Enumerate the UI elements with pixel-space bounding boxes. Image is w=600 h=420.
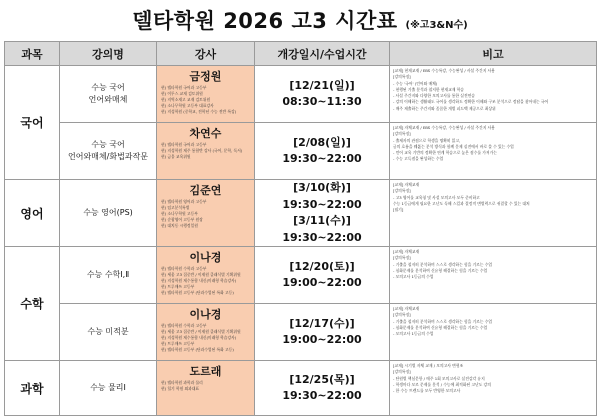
teacher-bio-line: 현) 델타학원 국어과 고등부: [161, 142, 207, 147]
note-lines: [393, 363, 593, 394]
class-time: [12/21(일)] 08:30~11:30: [255, 66, 390, 123]
course-name: 수능 미적분: [60, 304, 157, 361]
note-line: - 사설 주간지와 다양한 모의고사를 통한 실전연습: [393, 93, 475, 98]
note-line: [필기]: [393, 207, 404, 212]
teacher-bio-line: 현) 델타학원 국어과 고등부: [161, 85, 207, 90]
header-time: 개강일시/수업시간: [255, 42, 390, 66]
note-lines: [393, 182, 593, 213]
table-row: [5, 304, 597, 361]
note-line: - 현행된 기출 분석과 철저한 현재교재 학습: [393, 86, 464, 92]
table-row: [5, 123, 597, 180]
note-cell: [390, 180, 597, 247]
note-line: [강의특징]: [393, 74, 411, 80]
header-course: 강의명: [60, 42, 157, 66]
teacher-bio-line: 현) 델타학원 고등부 (단과수업된 특화 고등): [161, 347, 234, 353]
course-name: 수능 영어(PS): [60, 180, 157, 247]
subject-english: 영어: [5, 180, 60, 247]
note-line: [강의특징]: [393, 369, 411, 375]
teacher-name: 금정원: [189, 70, 222, 83]
subject-science: 과학: [5, 361, 60, 416]
note-line: - 단원별 핵심문항 / 매주 1회 모의고사로 실전감각 유지: [393, 375, 485, 381]
note-line: 글의 흐름을 꿰뚫는 분석 방식과 함께 문제 실전에서 바로 쓸 수 있는 수업: [393, 143, 514, 149]
note-lines: [393, 306, 593, 337]
class-time: [12/25(목)] 19:30~22:00: [255, 361, 390, 416]
teacher-bio-line: 현) 세움 고3 집중반 / 이제원 클래식별 기획위원: [161, 272, 241, 278]
class-time: [12/17(수)] 19:00~22:00: [255, 304, 390, 361]
teacher-cell: [157, 247, 255, 304]
note-line: 수능 1등급에게 필요한 고난도 독해 스킬과 결정적 변별력으로 귀결할 수 있는 대처: [393, 200, 530, 206]
course-name: 수능 물리Ⅰ: [60, 361, 157, 416]
teacher-cell: [157, 123, 255, 180]
note-cell: [390, 361, 597, 416]
note-line: - 강의 이해하는 생활태도 국어를 생각하도 정확한 이해와 구조 분석으로 정답을 찾아내는 국어: [393, 99, 549, 105]
title-bar: [0, 0, 600, 40]
teacher-bio: [161, 380, 250, 392]
subject-math: 수학: [5, 247, 60, 361]
teacher-bio-line: 현) 지역소재고 교재 검토위원: [161, 97, 211, 103]
course-name: 수능 국어 언어와매체: [60, 66, 157, 123]
note-line: - 언어 교육 기반의 정확한 연계 학습으로 높은 점수를 가져가는: [393, 150, 497, 155]
note-line: - 모의고사 1등급의 수업: [393, 331, 434, 336]
note-line: [교재] 자체교재: [393, 182, 420, 187]
teacher-cell: [157, 304, 255, 361]
note-line: [교재] 시기별 자체 교재 / 모의고사 변형조: [393, 363, 464, 368]
page-title: 델타학원 2026 고3 시간표: [132, 9, 398, 33]
teacher-bio-line: 현) 지성학원 제수통합 내신(미래형 학습강사): [161, 278, 237, 284]
note-line: - 심화문제를 분석하여 신유형 해결하는 힘을 기르는 수업: [393, 324, 488, 330]
teacher-bio-line: 현) 세움 고3 집중반 / 이제원 클래식별 기획위원: [161, 329, 241, 335]
teacher-bio-line: 현) 소나무학원 고등부: [161, 211, 198, 217]
note-lines: [393, 249, 593, 280]
teacher-bio-line: 현) 힐기 학원 외과대표: [161, 386, 200, 392]
teacher-name: 이나경: [189, 308, 222, 321]
note-line: - 모의고사 1등급의 수업: [393, 274, 434, 279]
teacher-bio-line: 현) 델타학원 영어과 고등부: [161, 199, 207, 204]
note-line: - 학생마다 모르 문제를 분석 / 수능에 최적화된 고난도 강의: [393, 381, 491, 387]
teacher-name: 차연수: [189, 127, 222, 140]
course-name: 수능 국어 언어와매체/화법과작문: [60, 123, 157, 180]
teacher-name: 이나경: [189, 251, 222, 264]
teacher-bio: [161, 85, 250, 115]
note-cell: [390, 247, 597, 304]
note-cell: [390, 304, 597, 361]
teacher-bio: [161, 323, 250, 353]
teacher-cell: [157, 361, 255, 416]
class-time: [12/20(토)] 19:00~22:00: [255, 247, 390, 304]
note-line: [교재] 자체교재: [393, 306, 420, 311]
schedule-table: [4, 41, 597, 416]
note-line: - 수능 '국어' (언어와 매체): [393, 80, 438, 86]
class-time: [3/10(화)] 19:30~22:00 [3/11(수)] 19:30~22:00: [255, 180, 390, 247]
note-line: [강의특징]: [393, 312, 411, 318]
teacher-bio: [161, 199, 250, 229]
note-line: - 수능 고득점을 완성하는 수업: [393, 156, 444, 162]
teacher-bio-line: 현) 델타학원 수학과 고등부: [161, 266, 207, 271]
header-teacher: 강사: [157, 42, 255, 66]
note-line: - 기출을 철저히 분석하며 스스로 생각하는 힘을 기르는 수업: [393, 318, 493, 324]
teacher-bio-line: 현) 지성학원 제수통합 내신(미래형 학습강사): [161, 335, 237, 341]
teacher-bio-line: 현) 소나무학원 고등부 대표강사: [161, 103, 214, 109]
teacher-bio-line: 현) 트루매쓰 고등부: [161, 284, 195, 290]
teacher-bio-line: 현) 델타학원 수학과 고등부: [161, 323, 207, 328]
subject-korean: 국어: [5, 66, 60, 180]
note-line: [강의특징]: [393, 188, 411, 194]
table-row: [5, 180, 597, 247]
note-line: - 심화문제를 분석하여 신유형 해결하는 힘을 기르는 수업: [393, 267, 488, 273]
teacher-bio-line: 현) 이투스 교재 검토위원: [161, 91, 203, 97]
page-subtitle: (※고3&N수): [405, 19, 468, 31]
header-subject: 과목: [5, 42, 60, 66]
note-line: - 기출을 철저히 분석하며 스스로 생각하는 힘을 기르는 수업: [393, 261, 493, 267]
teacher-cell: [157, 66, 255, 123]
table-row: [5, 247, 597, 304]
note-line: - 매주 제출하는 주간지와 꼼꼼한 개별 피드백 제공으로 최상위: [393, 105, 496, 111]
teacher-bio-line: 현) 순광영어 고등부 원장: [161, 217, 203, 223]
note-line: - 출제자의 관점으로 학생을 명확히 읽고,: [393, 137, 461, 143]
note-line: - 고3 영어를 교육청 및 사설 모의고사 모두 준비하고: [393, 194, 480, 200]
table-row: [5, 66, 597, 123]
note-line: [강의특징]: [393, 255, 411, 261]
header-row: [5, 42, 597, 66]
table-row: [5, 361, 597, 416]
header-note: 비고: [390, 42, 597, 66]
note-cell: [390, 66, 597, 123]
teacher-name: 김준연: [189, 184, 222, 197]
teacher-bio-line: 현) 델타학원 과학과 물리: [161, 380, 203, 385]
teacher-bio-line: 현) 금융 교육위원: [161, 154, 191, 160]
teacher-cell: [157, 180, 255, 247]
note-line: [교재] 자체교재: [393, 249, 420, 254]
teacher-bio: [161, 266, 250, 296]
note-lines: [393, 68, 593, 112]
teacher-bio-line: 현) 지성학원 (중학교, 전학년 수능 전반 특강): [161, 109, 237, 115]
note-cell: [390, 123, 597, 180]
note-line: [강의특징]: [393, 131, 411, 137]
course-name: 수능 수학Ⅰ,Ⅱ: [60, 247, 157, 304]
teacher-bio-line: 현) 트루매쓰 고등부: [161, 341, 195, 347]
note-line: [교재] 자체교재 / EBS 수능특강, 수능완성 / 사설 주간지 사용: [393, 125, 495, 130]
teacher-bio-line: 현) 지성학원 제주 통합반 강사 (국어, 문학, 독서): [161, 148, 243, 154]
note-line: [교재] 현재교재 / EBS 수능특강, 수능완성 / 사설 주간지 사용: [393, 68, 495, 73]
note-line: - 한 수능 트렌드를 모두 반영한 모의고사: [393, 388, 461, 393]
class-time: [2/08(일)] 19:30~22:00: [255, 123, 390, 180]
teacher-bio-line: 현) 임고분석특별: [161, 205, 190, 211]
teacher-name: 도르래: [189, 365, 222, 378]
teacher-bio: [161, 142, 250, 160]
note-lines: [393, 125, 593, 163]
teacher-bio-line: 현) 델타학원 고등부 (단과수업된 특화 고등): [161, 290, 234, 296]
teacher-bio-line: 현) 대치동 시행정일원: [161, 223, 198, 229]
